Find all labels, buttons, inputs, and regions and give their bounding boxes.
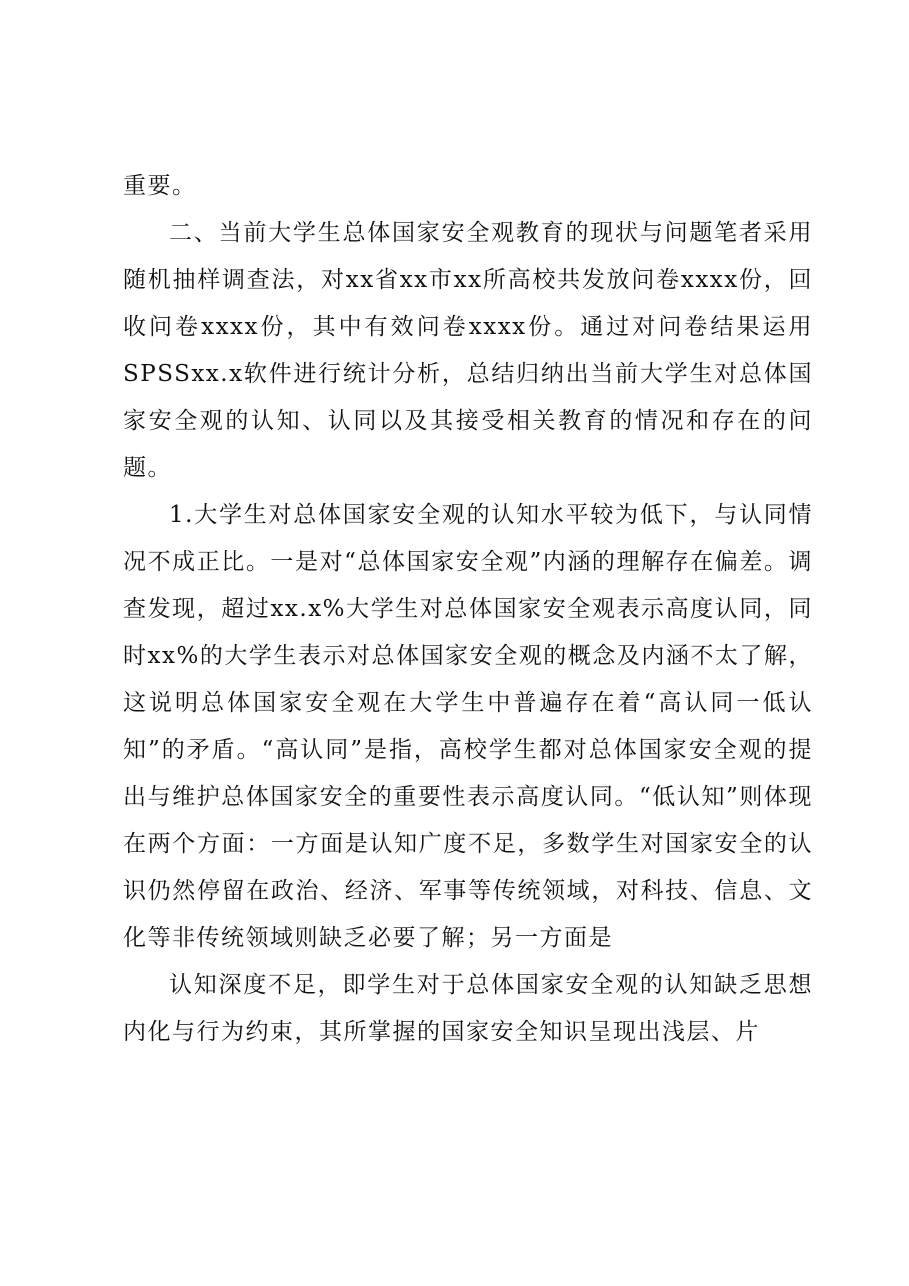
paragraph-cognition-depth: 认知深度不足，即学生对于总体国家安全观的认知缺乏思想内化与行为约束，其所掌握的国家安全知识呈现出浅层、片 xyxy=(123,972,813,1045)
paragraph-continuation: 重要。 xyxy=(123,173,197,199)
document-body xyxy=(123,163,813,1056)
paragraph-point-one: 1.大学生对总体国家安全观的认知水平较为低下，与认同情况不成正比。一是对“总体国家安全观”内涵的理解存在偏差。调查发现，超过xx.x%大学生对总体国家安全观表示高度认同，同时xx%的大学生表示对总体国家安全观的概念及内涵不太了解，这说明总体国家安全观在大学生中普遍存在着“高认同一低认知”的矛盾。“高认同”是指，高校学生都对总体国家安全观的提出与维护总体国家安全的重要性表示高度认同。“低认知”则体现在两个方面：一方面是认知广度不足，多数学生对国家安全的认识仍然停留在政治、经济、军事等传统领域，对科技、信息、文化等非传统领域则缺乏必要了解；另一方面是 xyxy=(123,502,813,951)
paragraph-section-heading: 二、当前大学生总体国家安全观教育的现状与问题笔者采用随机抽样调查法，对xx省xx市xx所高校共发放问卷xxxx份，回收问卷xxxx份，其中有效问卷xxxx份。通过对问卷结果运用SPSSxx.x软件进行统计分析，总结归纳出当前大学生对总体国家安全观的认知、认同以及其接受相关教育的情况和存在的问题。 xyxy=(123,220,813,481)
